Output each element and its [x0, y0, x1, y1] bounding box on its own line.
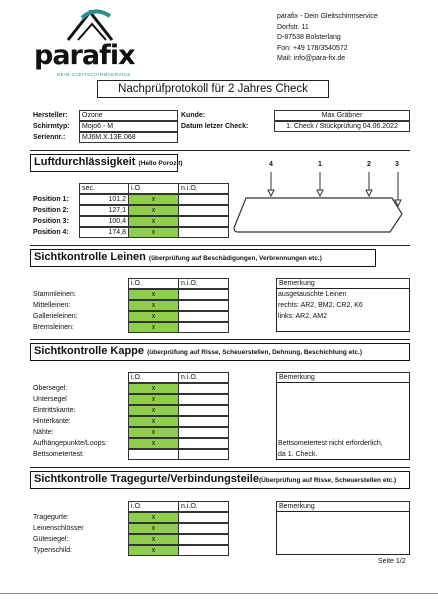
divider-4 — [30, 467, 410, 468]
kappe-row-io: x — [128, 394, 179, 405]
luft-col-nio: n.i.O. — [178, 183, 229, 194]
leinen-row-label: Stammleinen: — [33, 291, 76, 298]
kappe-row-io: x — [128, 405, 179, 416]
kappe-row-nio — [178, 405, 229, 416]
trage-col-bemerkung: Bemerkung — [276, 501, 410, 512]
trage-row-nio — [178, 523, 229, 534]
kappe-row-io: x — [128, 438, 179, 449]
leinen-row-nio — [178, 300, 229, 311]
divider-1 — [30, 150, 410, 151]
luft-col-sec: sec. — [79, 183, 129, 194]
luft-row-label: Position 2: — [33, 207, 69, 214]
leinen-row-label: Bremsleinen: — [33, 324, 74, 331]
wing-outline-icon — [230, 156, 410, 240]
kappe-row-nio — [178, 438, 229, 449]
wing-marker-label: 3 — [395, 161, 399, 168]
kappe-row-label: Eintrittskante: — [33, 407, 76, 414]
leinen-row-nio — [178, 322, 229, 333]
luft-row-nio — [178, 227, 229, 238]
leinen-row-io: x — [128, 322, 179, 333]
company-mail: Mail: info@para-fix.de — [277, 55, 346, 62]
trage-col-nio: n.i.O. — [178, 501, 229, 512]
luft-row-nio — [178, 194, 229, 205]
company-address — [277, 12, 378, 65]
kappe-row-io: x — [128, 427, 179, 438]
company-phone: Fon: +49 178/3540572 — [277, 44, 348, 52]
leinen-row-io: x — [128, 311, 179, 322]
kappe-row-nio — [178, 416, 229, 427]
kappe-remark-box — [276, 382, 410, 460]
luft-row-io: x — [128, 227, 179, 238]
company-street: Dorfstr. 11 — [277, 23, 309, 31]
luft-section-title: Luftdurchlässigkeit (Hello Porozit) — [30, 154, 178, 172]
kunde-value: Max Gräbner — [274, 110, 410, 121]
kunde-label: Kunde: — [181, 112, 206, 119]
wing-diagram — [230, 156, 410, 240]
kappe-remark-line: Bettsometertest nicht erforderlich, — [278, 440, 383, 447]
luft-row-io: x — [128, 205, 179, 216]
kappe-row-label: Hinterkante: — [33, 418, 71, 425]
seriennr-label: Seriennr.: — [33, 134, 66, 141]
trage-row-io: x — [128, 512, 179, 523]
divider-3 — [30, 339, 410, 340]
kappe-section-title: Sichtkontrolle Kappe (überprüfung auf Risse, Scheuerstellen, Dehnung, Beschichtung etc.) — [30, 343, 410, 361]
luft-row-value: 101,2 — [79, 194, 129, 205]
trage-remark-box — [276, 511, 410, 555]
logo-text: parafix — [34, 40, 135, 71]
kappe-row-nio — [178, 427, 229, 438]
luft-row-nio — [178, 205, 229, 216]
leinen-section-title: Sichtkontrolle Leinen (überprüfung auf Beschädigungen, Verbrennungen etc.) — [30, 249, 376, 267]
company-name: parafix - Dein Gleitschirmservice — [277, 13, 378, 20]
datum-label: Datum letzer Check: — [181, 123, 249, 130]
leinen-col-bemerkung: Bemerkung — [276, 278, 410, 289]
trage-row-label: Tragegurte: — [33, 514, 69, 521]
wing-marker-label: 4 — [269, 161, 273, 168]
trage-row-io: x — [128, 523, 179, 534]
page-number: Seite 1/2 — [378, 558, 406, 565]
kappe-row-nio — [178, 394, 229, 405]
kappe-col-bemerkung: Bemerkung — [276, 372, 410, 383]
leinen-row-nio — [178, 311, 229, 322]
luft-row-io: x — [128, 216, 179, 227]
trage-row-io: x — [128, 534, 179, 545]
schirmtyp-label: Schirmtyp: — [33, 123, 70, 130]
kappe-row-nio — [178, 449, 229, 460]
luft-row-value: 174,8 — [79, 227, 129, 238]
kappe-row-label: Obersegel: — [33, 385, 68, 392]
luft-row-label: Position 4: — [33, 229, 69, 236]
schirmtyp-value: Mojo6 - M — [79, 121, 178, 132]
trage-section-title: Sichtkontrolle Tragegurte/Verbindungsteile(Überprüfung auf Risse, Scheuerstellen etc.) — [30, 471, 410, 489]
datum-value: 1. Check / Stückprüfung 04.06.2022 — [274, 121, 410, 132]
kappe-row-io — [128, 449, 179, 460]
kappe-col-io: i.O. — [128, 372, 179, 383]
luft-row-label: Position 3: — [33, 218, 69, 225]
kappe-row-label: Aufhängepunkte/Loops: — [33, 440, 107, 447]
leinen-remark-line: rechts: AR2, BM2, CR2, K6 — [278, 302, 363, 309]
wing-marker-label: 2 — [367, 161, 371, 168]
luft-row-io: x — [128, 194, 179, 205]
hersteller-value: Ozone — [79, 110, 178, 121]
kappe-row-label: Bettsometertest: — [33, 451, 84, 458]
trage-row-nio — [178, 534, 229, 545]
trage-row-io: x — [128, 545, 179, 556]
parafix-logo — [30, 4, 150, 80]
luft-row-value: 127,1 — [79, 205, 129, 216]
leinen-row-label: Mittelleinen: — [33, 302, 71, 309]
kappe-row-io: x — [128, 383, 179, 394]
luft-col-io: i.O. — [128, 183, 179, 194]
kappe-row-io: x — [128, 416, 179, 427]
leinen-row-io: x — [128, 300, 179, 311]
leinen-remark-line: links: AR2, AM2 — [278, 313, 328, 320]
leinen-row-nio — [178, 289, 229, 300]
leinen-row-io: x — [128, 289, 179, 300]
trage-row-nio — [178, 512, 229, 523]
logo-tagline: DEIN GLEITSCHIRMSERVICE — [57, 72, 131, 77]
trage-row-label: Leinenschlösser — [33, 525, 84, 532]
luft-row-nio — [178, 216, 229, 227]
wing-marker-label: 1 — [318, 161, 322, 168]
luft-row-label: Position 1: — [33, 196, 69, 203]
leinen-remark-line: ausgetauschte Leinen — [278, 291, 347, 298]
kappe-row-label: Nähte: — [33, 429, 54, 436]
hersteller-label: Hersteller: — [33, 112, 68, 119]
trage-col-io: i.O. — [128, 501, 179, 512]
trage-row-label: Gütesiegel: — [33, 536, 69, 543]
trage-row-label: Typenschild: — [33, 547, 72, 554]
kappe-row-nio — [178, 383, 229, 394]
trage-row-nio — [178, 545, 229, 556]
page-title: Nachprüfprotokoll für 2 Jahres Check — [118, 83, 308, 95]
kappe-row-label: Untersegel — [33, 396, 67, 403]
luft-row-value: 100,4 — [79, 216, 129, 227]
kappe-remark-line: da 1. Check. — [278, 451, 318, 458]
seriennr-value: MJ6M.X.13E.068 — [79, 132, 178, 143]
kappe-col-nio: n.i.O. — [178, 372, 229, 383]
leinen-col-io: i.O. — [128, 278, 179, 289]
divider-2 — [30, 245, 410, 246]
company-city: D-87538 Bolsterlang — [277, 34, 341, 41]
leinen-col-nio: n.i.O. — [178, 278, 229, 289]
leinen-row-label: Gallerieleinen: — [33, 313, 78, 320]
page-bottom-edge — [0, 593, 438, 594]
